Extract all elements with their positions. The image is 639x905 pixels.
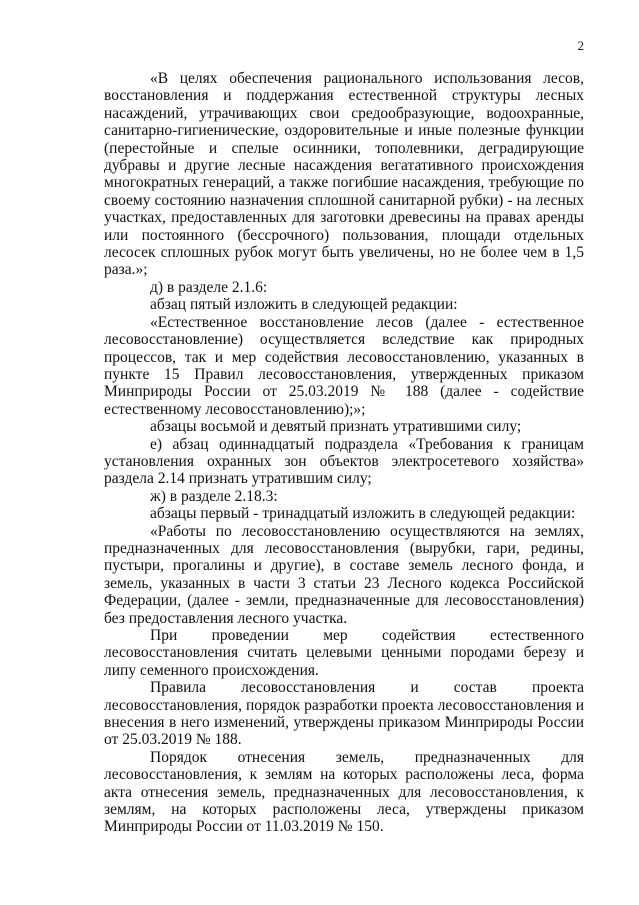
paragraph-6: е) абзац одиннадцатый подраздела «Требования к границам установления охранных зон объектов электросетевого хозяйства» раздела 2.14 признать утратившим силу;	[104, 435, 584, 488]
paragraph-5: абзацы восьмой и девятый признать утратившими силу;	[150, 418, 522, 436]
paragraph-12: Порядок отнесения земель, предназначенных для лесовосстановления, к землям на которых расположены леса, форма акта отнесения земель, предназначенных для лесовосстановления, к землям, на которых расположены леса, утверждены приказом Минприроды России от 11.03.2019 № 150.	[104, 748, 584, 836]
paragraph-7: ж) в разделе 2.18.3:	[150, 487, 278, 505]
document-body	[104, 70, 584, 836]
paragraph-11: Правила лесовосстановления и состав проекта лесовосстановления, порядок разработки проекта лесовосстановления и внесения в него изменений, утверждены приказом Минприроды России от 25.03.2019 № 188.	[104, 679, 584, 749]
paragraph-1: «В целях обеспечения рационального использования лесов, восстановления и поддержания естественной структуры лесных насаждений, утрачивающих свои средообразующие, водоохранные, санитарно-гигиенические, оздоровительные и иные полезные функции (перестойные и спелые осинники, тополевники, деградирующие дубравы и другие лесные насаждения вегатативного происхождения многократных генераций, а также погибшие насаждения, требующие по своему состоянию назначения сплошной санитарной рубки) - на лесных участках, предоставленных для заготовки древесины на правах аренды или постоянного (бессрочного) пользования, площади отдельных лесосек сплошных рубок могут быть увеличены, но не более чем в 1,5 раза.»;	[104, 70, 584, 279]
paragraph-3: абзац пятый изложить в следующей редакции:	[150, 296, 458, 314]
paragraph-9: «Работы по лесовосстановлению осуществляются на землях, предназначенных для лесовосстановления (вырубки, гари, редины, пустыри, прогалины и другие), в составе земель лесного фонда, и земель, указанных в части 3 статьи 23 Лесного кодекса Российской Федерации, (далее - земли, предназначенные для лесовосстановления) без предоставления лесного участка.	[104, 522, 584, 627]
paragraph-10: При проведении мер содействия естественного лесовосстановления считать целевыми ценными породами березу и липу семенного происхождения.	[104, 627, 584, 679]
page-number: 2	[577, 38, 584, 53]
paragraph-8: абзацы первый - тринадцатый изложить в следующей редакции:	[150, 505, 576, 523]
paragraph-4: «Естественное восстановление лесов (далее - естественное лесовосстановление) осуществляется вследствие как природных процессов, так и мер содействия лесовосстановлению, указанных в пункте 15 Правил лесовосстановления, утвержденных приказом Минприроды России от 25.03.2019 № 188 (далее - содействие естественному лесовосстановлению);»;	[104, 313, 584, 418]
paragraph-2: д) в разделе 2.1.6:	[150, 278, 268, 296]
